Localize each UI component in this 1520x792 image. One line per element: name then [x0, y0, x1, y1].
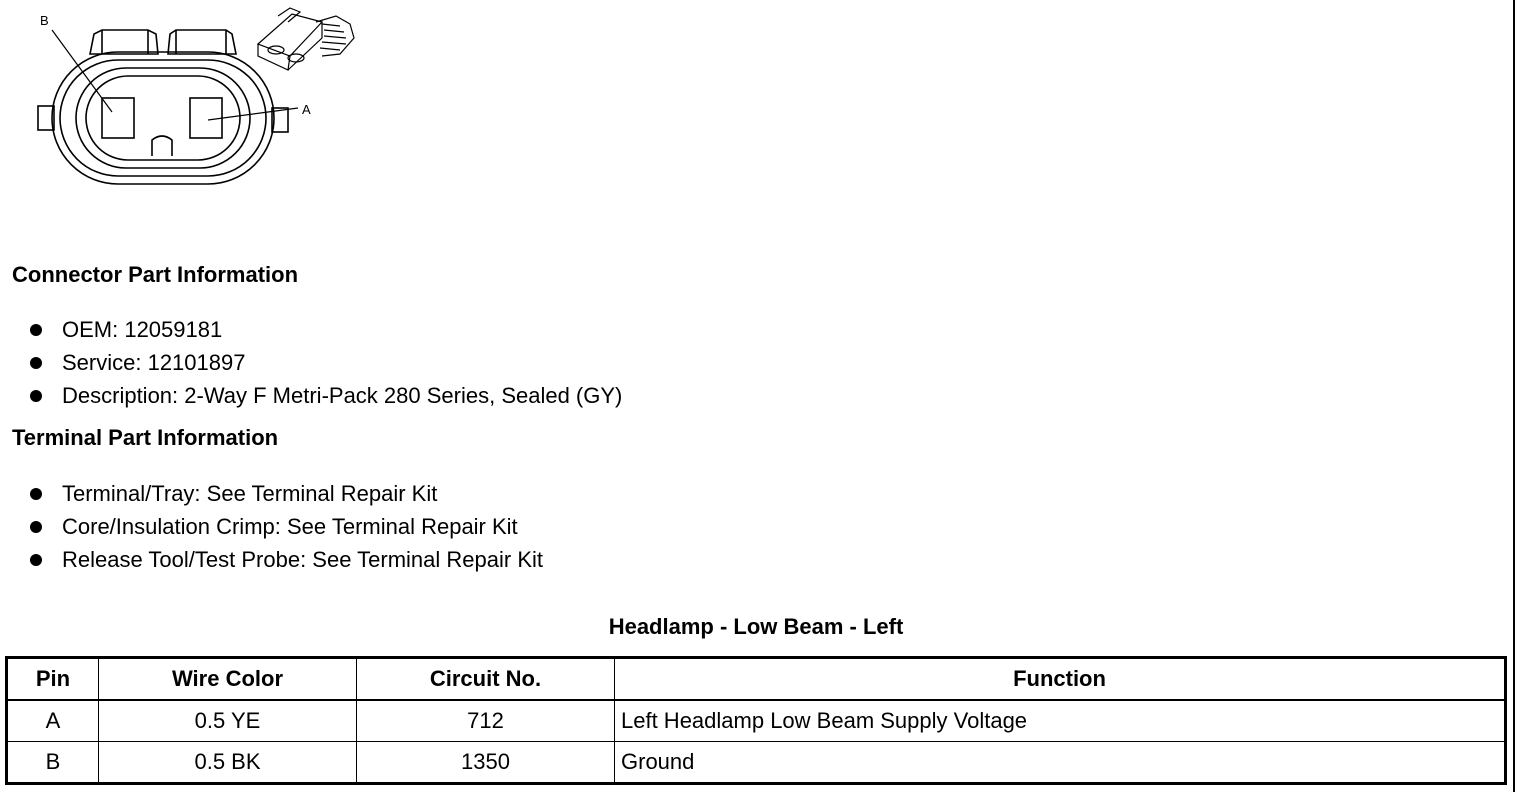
connector-cavity	[86, 76, 240, 160]
header-wire-color: Wire Color	[99, 658, 357, 701]
release-tool-item: Release Tool/Test Probe: See Terminal Repair Kit	[30, 546, 543, 579]
connector-face-diagram	[0, 0, 380, 200]
table-row	[7, 700, 1506, 742]
latch-left	[90, 30, 158, 54]
cell-circuit-no: 712	[357, 700, 615, 742]
cell-pin: A	[7, 700, 99, 742]
connector-isometric-view	[258, 8, 354, 70]
connector-part-info-list	[30, 316, 622, 415]
cell-wire-color: 0.5 YE	[99, 700, 357, 742]
connector-description: Description: 2-Way F Metri-Pack 280 Series, Sealed (GY)	[30, 382, 622, 415]
core-insulation-crimp-item: Core/Insulation Crimp: See Terminal Repair Kit	[30, 513, 543, 546]
cell-function: Ground	[615, 742, 1506, 784]
connector-seal	[60, 60, 266, 176]
service-part-number: Service: 12101897	[30, 349, 622, 382]
terminal-tray-item: Terminal/Tray: See Terminal Repair Kit	[30, 480, 543, 513]
table-header-row	[7, 658, 1506, 701]
header-function: Function	[615, 658, 1506, 701]
latch-right	[168, 30, 236, 54]
pin-b-callout: B	[40, 13, 49, 28]
cell-wire-color: 0.5 BK	[99, 742, 357, 784]
terminal-part-info-list	[30, 480, 543, 579]
page-right-border	[1513, 0, 1515, 792]
terminal-cavity-a	[190, 98, 222, 138]
pin-a-callout: A	[302, 102, 311, 117]
header-pin: Pin	[7, 658, 99, 701]
table-row	[7, 742, 1506, 784]
leader-line-b	[52, 30, 112, 112]
pin-table-title: Headlamp - Low Beam - Left	[608, 614, 904, 639]
cell-circuit-no: 1350	[357, 742, 615, 784]
pin-table	[5, 656, 1507, 785]
connector-part-info-heading: Connector Part Information	[12, 262, 299, 287]
cell-pin: B	[7, 742, 99, 784]
terminal-part-info-heading: Terminal Part Information	[12, 425, 279, 450]
oem-part-number: OEM: 12059181	[30, 316, 622, 349]
cell-function: Left Headlamp Low Beam Supply Voltage	[615, 700, 1506, 742]
polarization-key	[152, 136, 172, 156]
header-circuit-no: Circuit No.	[357, 658, 615, 701]
